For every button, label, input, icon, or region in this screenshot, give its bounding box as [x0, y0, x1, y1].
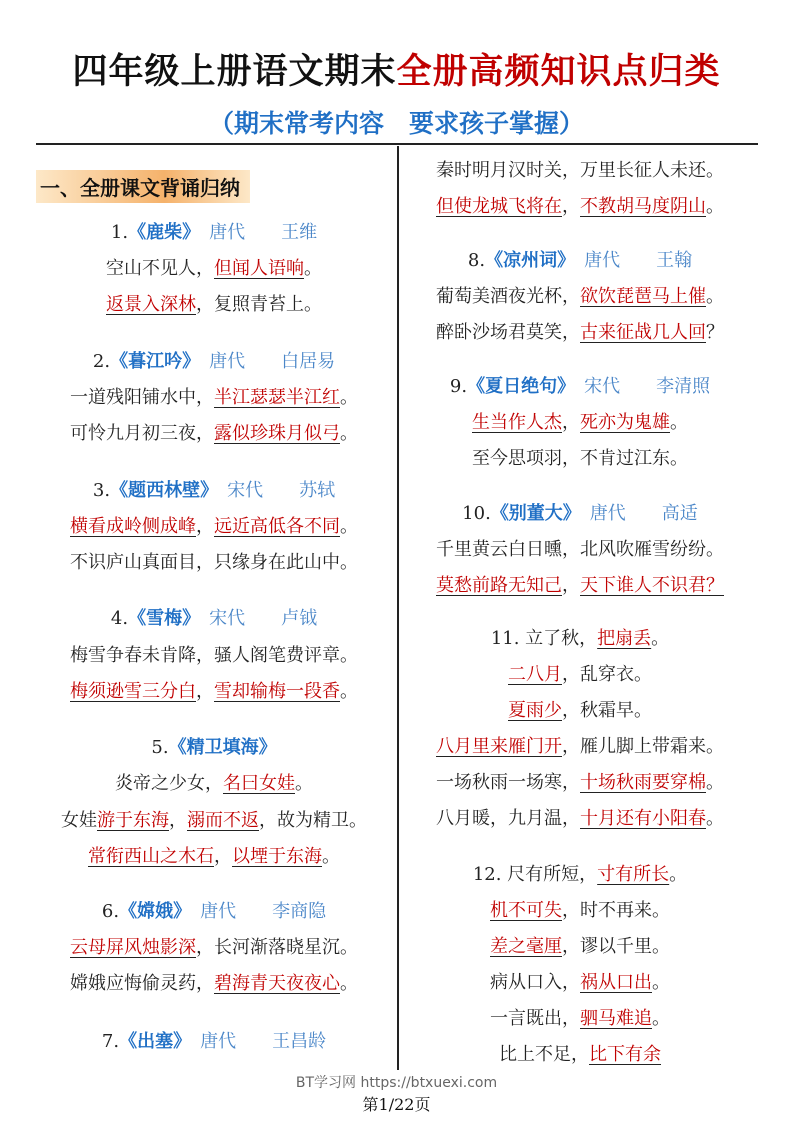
poem-number: 4.	[110, 608, 129, 629]
footer-site: BT学习网 https://btxuexi.com	[295, 1075, 498, 1091]
text-segment: 。	[340, 387, 358, 408]
header-divider	[36, 143, 758, 145]
poem-line	[401, 320, 759, 346]
poem-title: 《鹿柴》	[128, 222, 192, 243]
poem-line	[36, 514, 392, 540]
key-phrase: 常衔西山之木石	[88, 846, 214, 867]
poem-author: 李清照	[620, 376, 711, 397]
text-segment: 。	[651, 628, 670, 649]
poem-title: 《凉州词》	[485, 250, 567, 271]
poem-title: 《暮江吟》	[110, 351, 192, 372]
key-phrase: 不教胡马度阴山	[580, 196, 706, 217]
key-phrase: 名曰女娃	[223, 773, 295, 794]
key-phrase: 露似珍珠月似弓	[214, 423, 340, 444]
text-segment: ，雁儿脚上带霜来。	[562, 736, 724, 757]
text-segment: 。	[652, 1008, 670, 1029]
poem-line	[401, 194, 759, 220]
poem-heading	[36, 1029, 392, 1055]
poem-line	[401, 537, 759, 563]
key-phrase: 比下有余	[589, 1044, 661, 1065]
poem-author: 高适	[625, 503, 698, 524]
poem-number: 1.	[110, 222, 129, 243]
poem-author: 卢钺	[245, 608, 318, 629]
text-segment: 不识庐山真面目，只缘身在此山中。	[70, 552, 358, 573]
key-phrase: 十场秋雨要穿棉	[580, 772, 706, 793]
text-segment: 一道残阳铺水中，	[70, 387, 214, 408]
poem-author: 王翰	[620, 250, 693, 271]
poem-title: 《出塞》	[119, 1031, 183, 1052]
poem-line	[401, 410, 759, 436]
poem-number: 3.	[92, 480, 111, 501]
text-segment: ，	[196, 516, 214, 537]
poem-heading	[36, 735, 392, 761]
key-phrase: 祸从口出	[580, 972, 652, 993]
poem-title: 《雪梅》	[128, 608, 192, 629]
text-segment: ，	[562, 412, 580, 433]
text-segment: 11. 立了秋，	[490, 628, 598, 649]
text-segment: ，复照青苔上。	[196, 294, 322, 315]
poem-author: 王维	[245, 222, 318, 243]
poem-title: 《嫦娥》	[119, 901, 183, 922]
key-phrase: 天下谁人不识君？	[580, 575, 724, 596]
poem-title: 《题西林壁》	[110, 480, 210, 501]
key-phrase: 溺而不返	[187, 810, 259, 831]
title-part-red: 全册高频知识点归类	[396, 52, 721, 92]
text-segment: 。	[304, 258, 322, 279]
section-title: 一、全册课文背诵归纳	[36, 170, 250, 203]
poem-heading	[36, 478, 392, 504]
poem-line	[36, 256, 392, 282]
poem-dynasty: 唐代	[191, 222, 246, 243]
poem-line	[401, 158, 759, 184]
poem-author: 苏轼	[263, 480, 336, 501]
text-segment: 。	[706, 772, 724, 793]
poem-heading	[36, 220, 392, 246]
poem-line	[401, 970, 759, 996]
poem-author: 王昌龄	[236, 1031, 327, 1052]
text-segment: 。	[670, 412, 688, 433]
text-segment: 。	[652, 972, 670, 993]
key-phrase: 但使龙城飞将在	[436, 196, 562, 217]
text-segment: 至今思项羽，不肯过江东。	[472, 448, 688, 469]
text-segment: 梅雪争春未肯降，骚人阁笔费评章。	[70, 645, 358, 666]
poem-dynasty: 唐代	[182, 901, 237, 922]
poem-dynasty: 唐代	[182, 1031, 237, 1052]
poem-heading	[36, 899, 392, 925]
poem-line	[401, 862, 759, 888]
poem-dynasty: 唐代	[571, 503, 626, 524]
poem-line	[401, 284, 759, 310]
poem-line	[36, 935, 392, 961]
key-phrase: 半江瑟瑟半江红	[214, 387, 340, 408]
poem-line	[401, 626, 759, 652]
text-segment: 葡萄美酒夜光杯，	[436, 286, 580, 307]
key-phrase: 梅须逊雪三分白	[70, 681, 196, 702]
text-segment: 病从口入，	[490, 972, 580, 993]
poem-line	[36, 643, 392, 669]
poem-heading	[401, 501, 759, 527]
text-segment: 。	[669, 864, 688, 885]
poem-title: 《精卫填海》	[168, 737, 277, 758]
key-phrase: 生当作人杰	[472, 412, 562, 433]
text-segment: 空山不见人，	[106, 258, 214, 279]
page-subtitle: （期末常考内容 要求孩子掌握）	[208, 109, 584, 138]
poem-line	[401, 734, 759, 760]
key-phrase: 八月里来雁门开	[436, 736, 562, 757]
text-segment: ，长河渐落晓星沉。	[196, 937, 358, 958]
poem-number: 2.	[92, 351, 111, 372]
text-segment: 。	[340, 681, 358, 702]
poem-line	[401, 770, 759, 796]
text-segment: ，	[169, 810, 187, 831]
text-segment: ，	[196, 681, 214, 702]
key-phrase: 但闻人语响	[214, 258, 304, 279]
text-segment: 。	[706, 808, 724, 829]
text-segment: 秦时明月汉时关，万里长征人未还。	[436, 160, 724, 181]
poem-number: 7.	[101, 1031, 120, 1052]
text-segment: 比上不足，	[499, 1044, 589, 1065]
poem-dynasty: 唐代	[566, 250, 621, 271]
poem-line	[401, 662, 759, 688]
key-phrase: 死亦为鬼雄	[580, 412, 670, 433]
text-segment: 一言既出，	[490, 1008, 580, 1029]
text-segment: ，乱穿衣。	[562, 664, 652, 685]
key-phrase: 欲饮琵琶马上催	[580, 286, 706, 307]
poem-line	[36, 771, 392, 797]
poem-number: 9.	[449, 376, 468, 397]
text-segment: 女娃	[61, 810, 97, 831]
poem-number: 6.	[101, 901, 120, 922]
text-segment: 。	[706, 286, 724, 307]
poem-line	[36, 292, 392, 318]
poem-line	[401, 1006, 759, 1032]
text-segment: 。	[706, 196, 724, 217]
poem-line	[401, 1042, 759, 1068]
poem-line	[36, 550, 392, 576]
poem-title: 《夏日绝句》	[467, 376, 567, 397]
text-segment: 12. 尺有所短，	[472, 864, 598, 885]
text-segment: ，	[214, 846, 232, 867]
key-phrase: 二八月	[508, 664, 562, 685]
text-segment: ？	[706, 322, 724, 343]
poem-dynasty: 宋代	[191, 608, 246, 629]
key-phrase: 云母屏风烛影深	[70, 937, 196, 958]
text-segment: 可怜九月初三夜，	[70, 423, 214, 444]
text-segment: ，时不再来。	[562, 900, 670, 921]
key-phrase: 远近高低各不同	[214, 516, 340, 537]
text-segment: 嫦娥应悔偷灵药，	[70, 973, 214, 994]
poem-number: 8.	[467, 250, 486, 271]
poem-line	[401, 898, 759, 924]
poem-dynasty: 宋代	[566, 376, 621, 397]
poem-line	[401, 446, 759, 472]
poem-line	[36, 808, 392, 834]
text-segment: 八月暖，九月温，	[436, 808, 580, 829]
poem-author: 李商隐	[236, 901, 327, 922]
key-phrase: 把扇丢	[597, 628, 652, 649]
text-segment: ，	[562, 196, 580, 217]
poem-number: 5.	[151, 737, 169, 758]
poem-line	[401, 934, 759, 960]
key-phrase: 古来征战几人回	[580, 322, 706, 343]
poem-line	[36, 679, 392, 705]
text-segment: 。	[340, 516, 358, 537]
text-segment: ，	[562, 575, 580, 596]
poem-line	[401, 806, 759, 832]
text-segment: ，秋霜早。	[562, 700, 652, 721]
text-segment: 醉卧沙场君莫笑，	[436, 322, 580, 343]
poem-author: 白居易	[245, 351, 336, 372]
page-title	[0, 44, 793, 94]
key-phrase: 横看成岭侧成峰	[70, 516, 196, 537]
poem-heading	[401, 248, 759, 274]
poem-title: 《别董大》	[490, 503, 572, 524]
key-phrase: 游于东海	[97, 810, 169, 831]
key-phrase: 碧海青天夜夜心	[214, 973, 340, 994]
text-segment: ，谬以千里。	[562, 936, 670, 957]
title-part-black: 四年级上册语文期末	[72, 52, 397, 92]
column-divider	[397, 146, 399, 1070]
poem-line	[36, 421, 392, 447]
key-phrase: 雪却输梅一段香	[214, 681, 340, 702]
poem-line	[36, 385, 392, 411]
text-segment: 千里黄云白日曛，北风吹雁雪纷纷。	[436, 539, 724, 560]
poem-line	[36, 971, 392, 997]
key-phrase: 差之毫厘	[490, 936, 562, 957]
key-phrase: 返景入深林	[106, 294, 196, 315]
text-segment: ，故为精卫。	[259, 810, 367, 831]
poem-number: 10.	[462, 503, 491, 524]
text-segment: 一场秋雨一场寒，	[436, 772, 580, 793]
text-segment: 。	[340, 973, 358, 994]
poem-dynasty: 宋代	[209, 480, 264, 501]
text-segment: 。	[295, 773, 313, 794]
key-phrase: 以堙于东海	[232, 846, 322, 867]
key-phrase: 驷马难追	[580, 1008, 652, 1029]
poem-heading	[36, 349, 392, 375]
poem-line	[401, 573, 759, 599]
page-number: 第1/22页	[362, 1095, 431, 1114]
key-phrase: 机不可失	[490, 900, 562, 921]
poem-dynasty: 唐代	[191, 351, 246, 372]
text-segment: 。	[340, 423, 358, 444]
poem-line	[36, 844, 392, 870]
key-phrase: 莫愁前路无知己	[436, 575, 562, 596]
key-phrase: 夏雨少	[508, 700, 562, 721]
poem-line	[401, 698, 759, 724]
poem-heading	[36, 606, 392, 632]
poem-heading	[401, 374, 759, 400]
key-phrase: 寸有所长	[597, 864, 670, 885]
text-segment: 炎帝之少女，	[115, 773, 223, 794]
text-segment: 。	[322, 846, 340, 867]
key-phrase: 十月还有小阳春	[580, 808, 706, 829]
